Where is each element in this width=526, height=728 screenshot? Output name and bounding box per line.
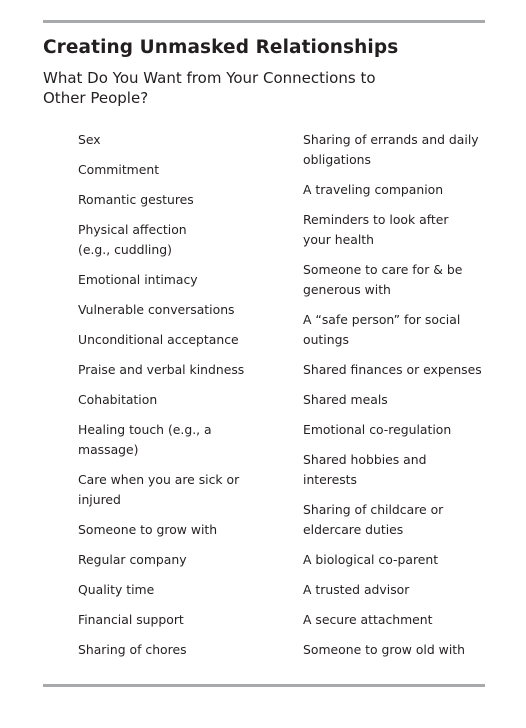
list-item-text: obligations — [303, 152, 371, 167]
list-item-text: A “safe person” for social — [303, 312, 461, 327]
list-item-text: A trusted advisor — [303, 582, 410, 597]
list-item — [303, 450, 503, 490]
list-item-text: injured — [78, 492, 121, 507]
list-item — [78, 330, 288, 350]
list-item — [78, 300, 288, 320]
list-item — [303, 420, 503, 440]
list-item — [78, 580, 288, 600]
list-item-text: Emotional intimacy — [78, 272, 198, 287]
list-item-text: Reminders to look after — [303, 212, 449, 227]
page-subtitle: What Do You Want from Your Connections to Other People? — [43, 69, 376, 107]
list-item — [303, 610, 503, 630]
list-item-text: generous with — [303, 282, 391, 297]
list-item-text: Sex — [78, 132, 101, 147]
list-item-text: (e.g., cuddling) — [78, 242, 172, 257]
list-item — [78, 390, 288, 410]
list-item-text: Cohabitation — [78, 392, 158, 407]
list-item-text: Healing touch (e.g., a — [78, 422, 212, 437]
needs-list-right — [303, 130, 503, 670]
list-item-text: eldercare duties — [303, 522, 404, 537]
list-item-text: Care when you are sick or — [78, 472, 240, 487]
list-item-text: your health — [303, 232, 375, 247]
list-item — [303, 550, 503, 570]
list-item-text: Unconditional acceptance — [78, 332, 239, 347]
list-item — [78, 270, 288, 290]
list-item — [303, 640, 503, 660]
list-item-text: Someone to grow with — [78, 522, 218, 537]
list-item-text: A biological co-parent — [303, 552, 439, 567]
top-divider — [43, 20, 485, 23]
list-item-text: Commitment — [78, 162, 160, 177]
list-item-text: Romantic gestures — [78, 192, 194, 207]
list-item — [78, 610, 288, 630]
list-item — [303, 310, 503, 350]
list-item — [303, 210, 503, 250]
list-item-text: A traveling companion — [303, 182, 444, 197]
list-item-text: Shared meals — [303, 392, 388, 407]
list-item-text: massage) — [78, 442, 139, 457]
list-item — [303, 360, 503, 380]
list-item-text: Sharing of errands and daily — [303, 132, 479, 147]
list-item — [303, 260, 503, 300]
list-item-text: Someone to grow old with — [303, 642, 465, 657]
list-item-text: Regular company — [78, 552, 187, 567]
list-item — [303, 180, 503, 200]
list-item-text: Financial support — [78, 612, 184, 627]
bottom-divider — [43, 684, 485, 687]
list-item — [78, 520, 288, 540]
list-item — [303, 580, 503, 600]
list-item-text: Shared hobbies and — [303, 452, 427, 467]
list-item — [78, 160, 288, 180]
list-item-text: Sharing of chores — [78, 642, 187, 657]
list-item-text: interests — [303, 472, 357, 487]
needs-list-left — [78, 130, 288, 670]
list-item — [303, 130, 503, 170]
page-title: Creating Unmasked Relationships — [43, 37, 399, 58]
list-item-text: Someone to care for & be — [303, 262, 463, 277]
list-item — [78, 190, 288, 210]
list-item — [78, 220, 288, 260]
list-item-text: Emotional co-regulation — [303, 422, 452, 437]
list-item — [78, 550, 288, 570]
list-item — [78, 470, 288, 510]
list-item-text: outings — [303, 332, 349, 347]
list-item-text: Quality time — [78, 582, 155, 597]
list-item — [78, 420, 288, 460]
list-item-text: A secure attachment — [303, 612, 433, 627]
list-item-text: Shared finances or expenses — [303, 362, 482, 377]
list-item-text: Sharing of childcare or — [303, 502, 444, 517]
list-item — [78, 640, 288, 660]
list-item — [303, 500, 503, 540]
list-item-text: Vulnerable conversations — [78, 302, 235, 317]
list-item-text: Praise and verbal kindness — [78, 362, 245, 377]
list-item-text: Physical affection — [78, 222, 187, 237]
list-item — [303, 390, 503, 410]
list-item — [78, 360, 288, 380]
list-item — [78, 130, 288, 150]
